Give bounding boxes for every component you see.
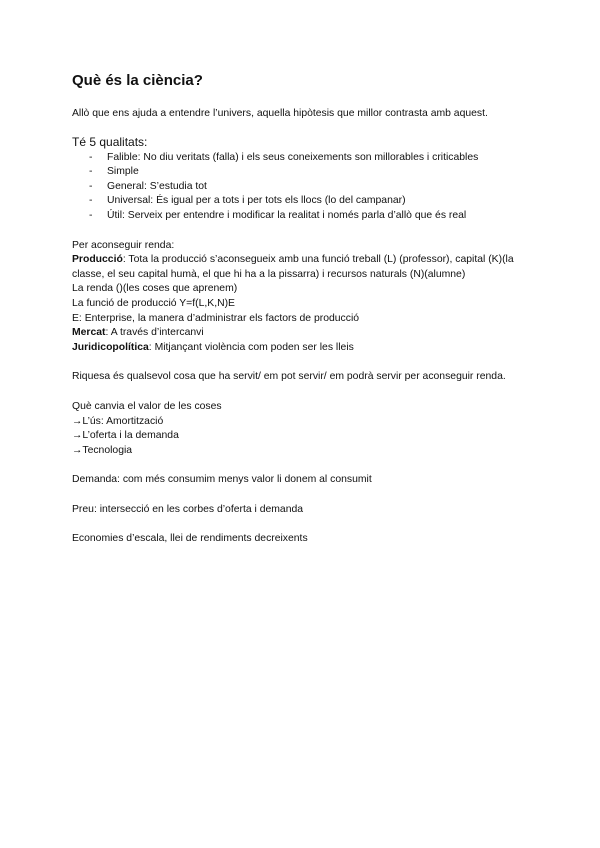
page-title: Què és la ciència? [72,72,203,89]
mercat-text: : A través d’intercanvi [105,327,204,339]
quality-text: Útil: Serveix per entendre i modificar la realitat i només parla d’allò que és real [107,209,467,221]
renda-section [72,239,532,356]
mercat-line [72,326,532,341]
bullet-dash: - [89,195,93,207]
quality-text: General: S’estudia tot [107,180,207,192]
document-page [72,72,532,547]
renda-heading: Per aconseguir renda: [72,239,175,251]
produccio-text: : Tota la producció s’aconsegueix amb una funció treball (L) (professor), capital (K)(la classe, el seu capital humà, el que hi ha a la pissarra) i recursos naturals (N)(alumne) [72,254,514,280]
qualities-list [72,151,532,224]
list-item [72,194,532,209]
bullet-dash: - [89,151,93,163]
riquesa-paragraph: Riquesa és qualsevol cosa que ha servit/ em pot servir/ em podrà servir per aconseguir renda. [72,371,506,383]
list-item [72,165,532,180]
produccio-label: Producció [72,254,123,266]
mercat-label: Mercat [72,327,106,339]
quality-text: Universal: És igual per a tots i per tots els llocs (lo del campanar) [107,195,406,207]
bullet-dash: - [89,209,93,221]
funcio-line: La funció de producció Y=f(L,K,N)E [72,297,235,309]
bullet-dash: - [89,180,93,192]
list-item: →L’oferta i la demanda [72,430,179,442]
valor-heading: Què canvia el valor de les coses [72,400,222,412]
list-item: →Tecnologia [72,444,133,456]
valor-section [72,400,532,458]
list-item [72,209,532,224]
list-item [72,180,532,195]
list-item: →L’ús: Amortització [72,415,164,427]
intro-paragraph: Allò que ens ajuda a entendre l’univers, aquella hipòtesis que millor contrasta amb aquest. [72,108,488,119]
produccio-paragraph [72,253,532,282]
juridico-line [72,341,532,356]
juridico-text: : Mitjançant violència com poden ser les lleis [148,341,354,353]
list-item [72,151,532,166]
economies-paragraph: Economies d’escala, llei de rendiments decreixents [72,533,308,545]
enterprise-line: E: Enterprise, la manera d’administrar els factors de producció [72,312,360,324]
quality-text: Simple [107,166,139,178]
demanda-paragraph: Demanda: com més consumim menys valor li donem al consumit [72,474,372,486]
bullet-dash: - [89,166,93,178]
juridico-label: Juridicopolítica [72,341,149,353]
quality-text: Falible: No diu veritats (falla) i els seus coneixements son millorables i criticables [107,151,479,163]
renda-line: La renda ()(les coses que aprenem) [72,283,238,295]
preu-paragraph: Preu: intersecció en les corbes d’oferta i demanda [72,503,304,515]
qualities-heading: Té 5 qualitats: [72,134,148,149]
